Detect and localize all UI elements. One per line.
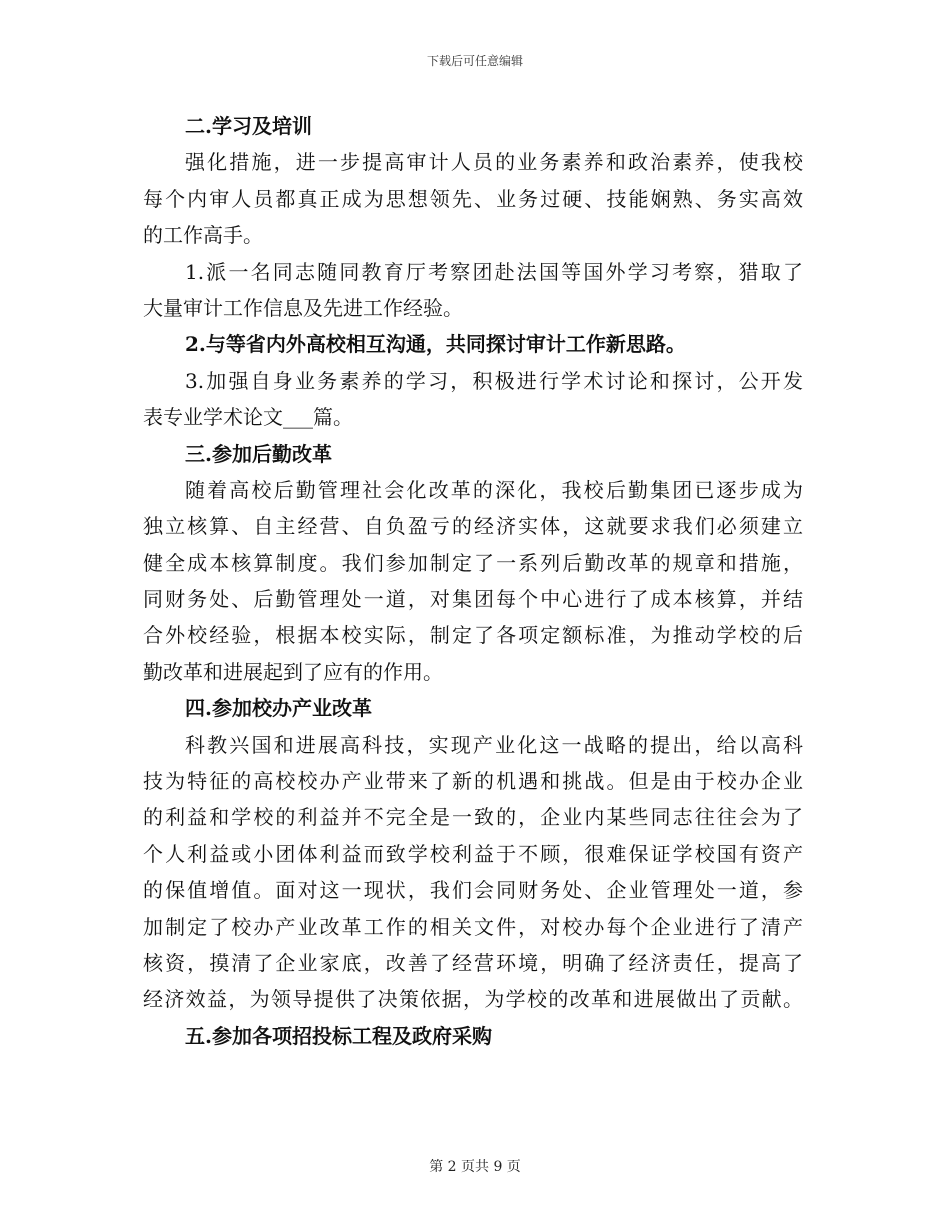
paragraph-line: 的工作高手。 <box>143 223 263 248</box>
paragraph-line: 经济效益，为领导提供了决策依据，为学校的改革和进展做出了贡献。 <box>143 987 803 1012</box>
page-header: 下载后可任意编辑 <box>426 54 523 68</box>
paragraph-line: 核资，摸清了企业家底，改善了经营环境，明确了经济责任，提高了 <box>143 950 803 975</box>
paragraph-line: 强化措施，进一步提高审计人员的业务素养和政治素养，使我校 <box>185 150 803 175</box>
paragraph-line: 每个内审人员都真正成为思想领先、业务过硬、技能娴熟、务实高效 <box>143 186 803 211</box>
paragraph-line: 健全成本核算制度。我们参加制定了一系列后勤改革的规章和措施， <box>143 550 803 575</box>
section-heading-5: 五.参加各项招投标工程及政府采购 <box>185 1023 492 1048</box>
paragraph-line: 个人利益或小团体利益而致学校利益于不顾，很难保证学校国有资产 <box>143 841 803 866</box>
paragraph-line: 独立核算、自主经营、自负盈亏的经济实体，这就要求我们必须建立 <box>143 514 803 539</box>
document-body <box>143 108 803 1054</box>
paragraph-line: 勤改革和进展起到了应有的作用。 <box>143 659 443 684</box>
section-heading-2: 二.学习及培训 <box>185 114 312 138</box>
paragraph-line: 的利益和学校的利益并不完全是一致的，企业内某些同志往往会为了 <box>143 805 803 830</box>
paragraph-line: 1.派一名同志随同教育厅考察团赴法国等国外学习考察，猎取了 <box>185 259 803 284</box>
paragraph-line: 大量审计工作信息及先进工作经验。 <box>143 295 463 320</box>
paragraph-line: 同财务处、后勤管理处一道，对集团每个中心进行了成本核算，并结 <box>143 587 803 612</box>
paragraph-line: 科教兴国和进展高科技，实现产业化这一战略的提出，给以高科 <box>185 732 803 757</box>
section-heading-3: 三.参加后勤改革 <box>185 441 332 466</box>
paragraph-line: 合外校经验，根据本校实际，制定了各项定额标准，为推动学校的后 <box>143 623 803 648</box>
paragraph-line-bold: 2.与等省内外高校相互沟通，共同探讨审计工作新思路。 <box>185 332 686 357</box>
paragraph-line: 加制定了校办产业改革工作的相关文件，对校办每个企业进行了清产 <box>143 914 803 939</box>
paragraph-line: 3.加强自身业务素养的学习，积极进行学术讨论和探讨，公开发 <box>185 368 803 393</box>
page-footer: 第 2 页共 9 页 <box>429 1159 521 1175</box>
paragraph-line: 的保值增值。面对这一现状，我们会同财务处、企业管理处一道，参 <box>143 878 803 903</box>
section-heading-4: 四.参加校办产业改革 <box>185 696 372 721</box>
paragraph-line: 表专业学术论文___篇。 <box>143 405 353 430</box>
paragraph-line: 技为特征的高校校办产业带来了新的机遇和挑战。但是由于校办企业 <box>143 769 803 794</box>
paragraph-line: 随着高校后勤管理社会化改革的深化，我校后勤集团已逐步成为 <box>185 477 803 502</box>
